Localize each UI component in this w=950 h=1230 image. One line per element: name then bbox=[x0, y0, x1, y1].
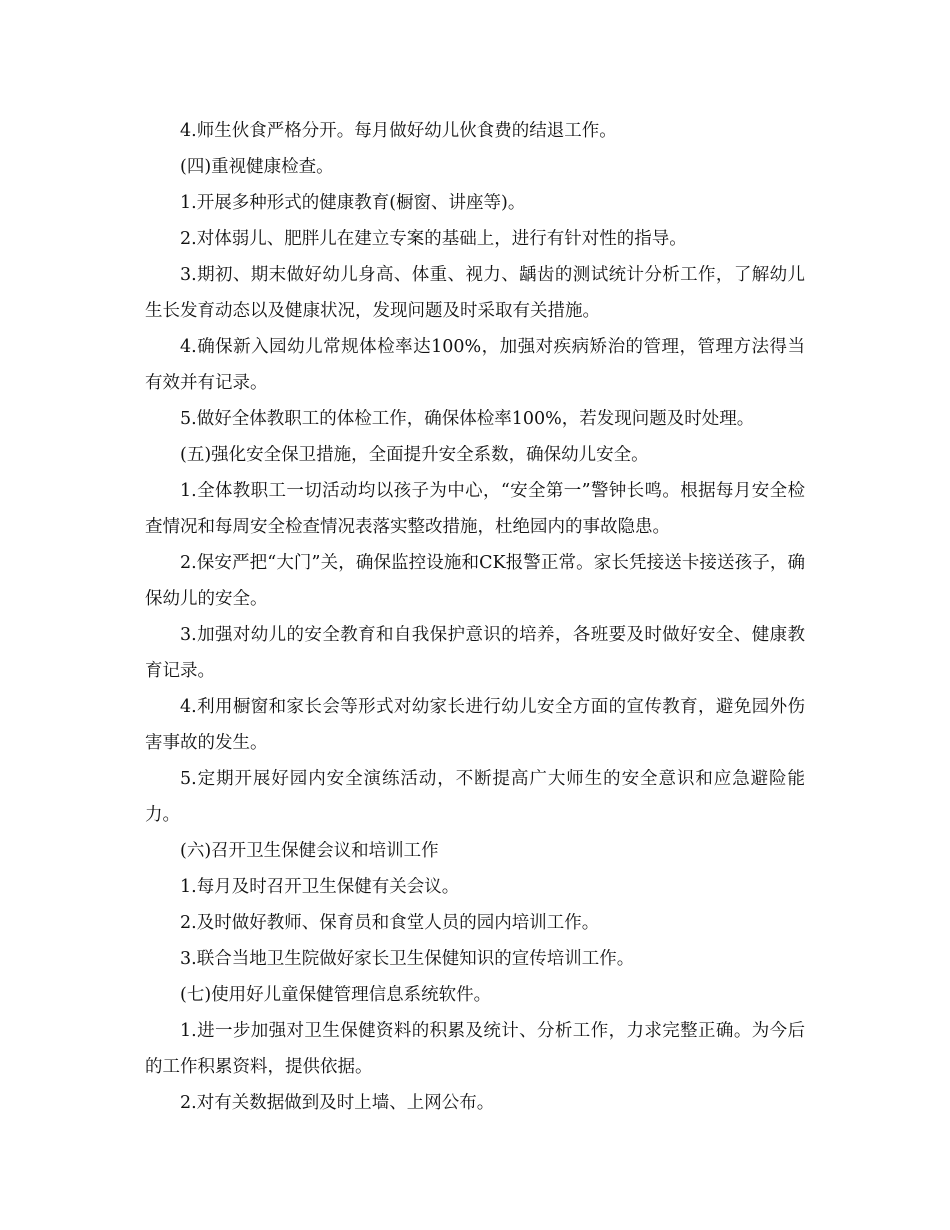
paragraph-item-4-meals-separate: 4.师生伙食严格分开。每月做好幼儿伙食费的结退工作。 bbox=[180, 121, 617, 141]
paragraph-item-1-safety-first: 1.全体教职工一切活动均以孩子为中心，“安全第一”警钟长鸣。根据每月安全检查情况和每周安全检查情况表落实整改措施，杜绝园内的事故隐患。 bbox=[145, 481, 805, 537]
paragraph-item-1-data-accumulation: 1.进一步加强对卫生保健资料的积累及统计、分析工作，力求完整正确。为今后的工作积累资料，提供依据。 bbox=[145, 1021, 805, 1077]
paragraph-item-1-monthly-meeting: 1.每月及时召开卫生保健有关会议。 bbox=[180, 877, 460, 897]
paragraph-item-3-growth-statistics: 3.期初、期末做好幼儿身高、体重、视力、龋齿的测试统计分析工作，了解幼儿生长发育动态以及健康状况，发现问题及时采取有关措施。 bbox=[145, 265, 805, 321]
paragraph-item-2-gate-security: 2.保安严把“大门”关，确保监控设施和CK报警正常。家长凭接送卡接送孩子，确保幼儿的安全。 bbox=[145, 553, 805, 609]
section-heading-health-check: (四)重视健康检查。 bbox=[180, 157, 334, 177]
paragraph-item-4-checkup-rate: 4.确保新入园幼儿常规体检率达100%，加强对疾病矫治的管理，管理方法得当有效并有记录。 bbox=[145, 337, 805, 393]
paragraph-item-2-staff-training: 2.及时做好教师、保育员和食堂人员的园内培训工作。 bbox=[180, 913, 600, 933]
paragraph-item-1-health-education: 1.开展多种形式的健康教育(橱窗、讲座等)。 bbox=[180, 193, 526, 213]
paragraph-item-2-targeted-guidance: 2.对体弱儿、肥胖儿在建立专案的基础上，进行有针对性的指导。 bbox=[180, 229, 687, 249]
section-heading-info-system: (七)使用好儿童保健管理信息系统软件。 bbox=[180, 985, 492, 1005]
paragraph-item-5-staff-checkup: 5.做好全体教职工的体检工作，确保体检率100%，若发现问题及时处理。 bbox=[180, 409, 755, 429]
paragraph-item-3-safety-education: 3.加强对幼儿的安全教育和自我保护意识的培养，各班要及时做好安全、健康教育记录。 bbox=[145, 625, 805, 681]
document-body bbox=[145, 113, 805, 1121]
section-heading-safety-measures: (五)强化安全保卫措施，全面提升安全系数，确保幼儿安全。 bbox=[180, 445, 649, 465]
section-heading-meetings-training: (六)召开卫生保健会议和培训工作 bbox=[180, 841, 439, 861]
paragraph-item-4-parent-publicity: 4.利用橱窗和家长会等形式对幼家长进行幼儿安全方面的宣传教育，避免园外伤害事故的发生。 bbox=[145, 697, 805, 753]
paragraph-item-3-parent-training: 3.联合当地卫生院做好家长卫生保健知识的宣传培训工作。 bbox=[180, 949, 635, 969]
paragraph-item-5-safety-drills: 5.定期开展好园内安全演练活动，不断提高广大师生的安全意识和应急避险能力。 bbox=[145, 769, 805, 825]
paragraph-item-2-data-publication: 2.对有关数据做到及时上墙、上网公布。 bbox=[180, 1093, 495, 1113]
